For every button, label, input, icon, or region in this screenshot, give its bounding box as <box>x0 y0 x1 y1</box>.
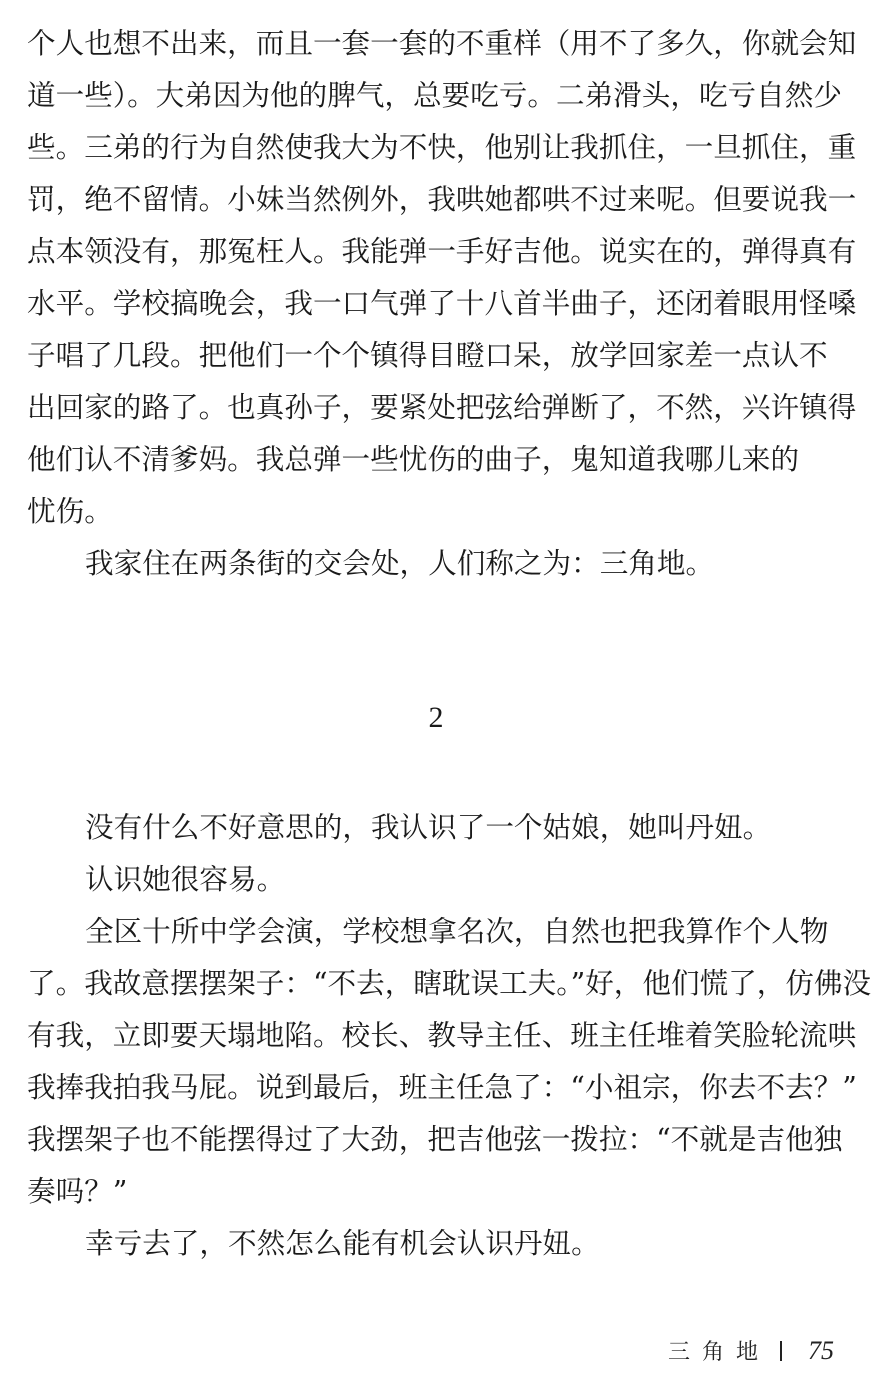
page-footer <box>668 1335 834 1366</box>
text-line: 水平。学校搞晚会，我一口气弹了十八首半曲子，还闭着眼用怪嗓 <box>27 286 857 320</box>
text-line: 有我，立即要天塌地陷。校长、教导主任、班主任堆着笑脸轮流哄 <box>27 1018 857 1052</box>
text-line: 子唱了几段。把他们一个个镇得目瞪口呆，放学回家差一点认不 <box>27 338 828 372</box>
section-1-text <box>27 24 857 596</box>
text-line: 奏吗？” <box>27 1174 128 1208</box>
text-line: 些。三弟的行为自然使我大为不快，他别让我抓住，一旦抓住，重 <box>27 130 857 164</box>
page-number: 75 <box>808 1335 834 1365</box>
paragraph-4: 幸亏去了，不然怎么能有机会认识丹妞。 <box>85 1226 600 1260</box>
text-line: 我捧我拍我马屁。说到最后，班主任急了：“小祖宗，你去不去？” <box>27 1070 857 1104</box>
text-line: 全区十所中学会演，学校想拿名次，自然也把我算作个人物 <box>85 914 829 948</box>
footer-divider <box>780 1341 782 1361</box>
text-line: 罚，绝不留情。小妹当然例外，我哄她都哄不过来呢。但要说我一 <box>27 182 857 216</box>
text-line: 忧伤。 <box>27 494 113 528</box>
text-line: 道一些）。大弟因为他的脾气，总要吃亏。二弟滑头，吃亏自然少 <box>27 78 842 112</box>
text-line: 我摆架子也不能摆得过了大劲，把吉他弦一拨拉：“不就是吉他独 <box>27 1122 843 1156</box>
section-number: 2 <box>428 701 444 734</box>
text-line: 出回家的路了。也真孙子，要紧处把弦给弹断了，不然，兴许镇得 <box>27 390 857 424</box>
paragraph-2: 认识她很容易。 <box>85 862 286 896</box>
text-line: 了。我故意摆摆架子：“不去，瞎耽误工夫。”好，他们慌了，仿佛没 <box>27 966 872 1000</box>
paragraph-closing: 我家住在两条街的交会处，人们称之为：三角地。 <box>85 546 715 580</box>
text-line: 个人也想不出来，而且一套一套的不重样（用不了多久，你就会知 <box>27 26 857 60</box>
running-title: 三角地 <box>667 1340 770 1365</box>
text-line: 点本领没有，那冤枉人。我能弹一手好吉他。说实在的，弹得真有 <box>27 234 857 268</box>
text-line: 他们认不清爹妈。我总弹一些忧伤的曲子，鬼知道我哪儿来的 <box>27 442 800 476</box>
paragraph-1: 没有什么不好意思的，我认识了一个姑娘，她叫丹妞。 <box>85 810 772 844</box>
section-2-text <box>27 808 872 1276</box>
